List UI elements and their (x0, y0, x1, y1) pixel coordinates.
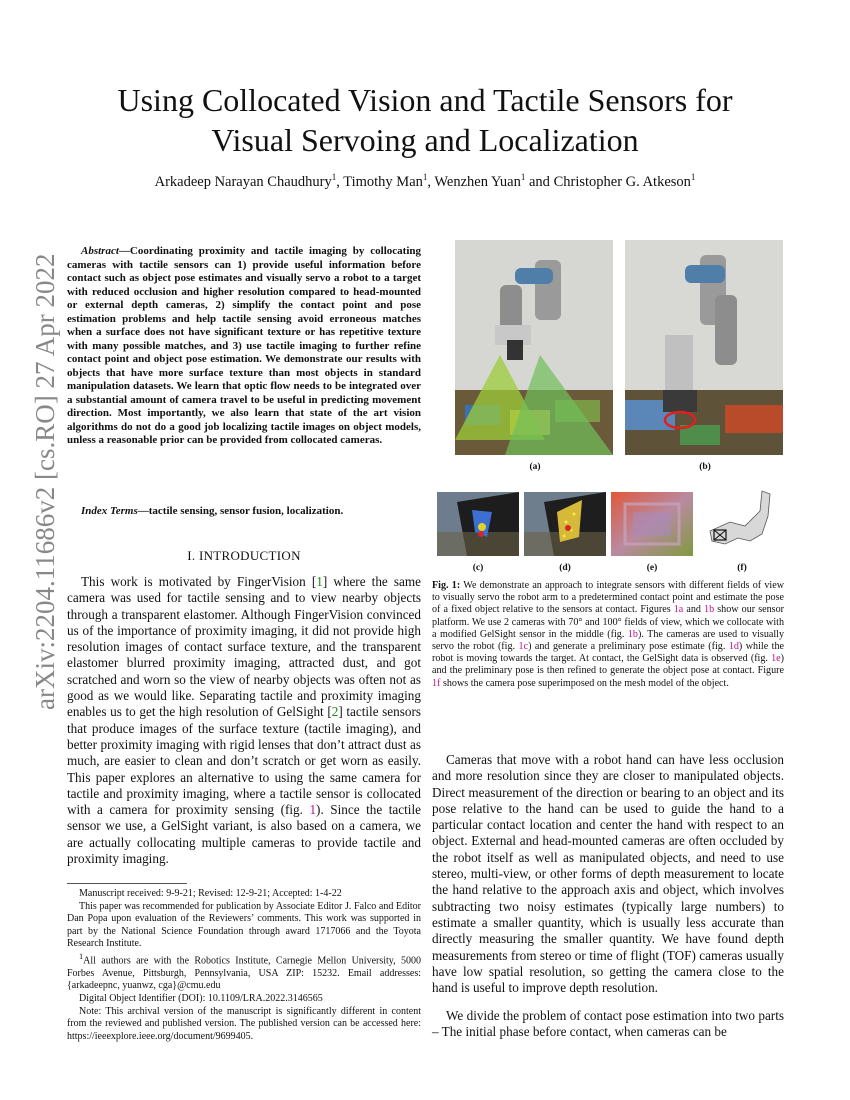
figure-link[interactable]: 1f (432, 677, 441, 689)
caption-text: and (683, 604, 705, 616)
author: Timothy Man (343, 173, 423, 190)
figure-link[interactable]: 1b (627, 628, 638, 640)
figure-1a-image (455, 240, 613, 455)
figure-link[interactable]: 1b (704, 604, 715, 616)
body-paragraph: We divide the problem of contact pose estimation into two parts – The initial phase before contact, when cameras can be (432, 1008, 784, 1040)
figure-label-f: (f) (737, 563, 747, 573)
figure-link[interactable]: 1a (673, 604, 684, 616)
figure-link[interactable]: 1e (771, 653, 781, 665)
figure-link[interactable]: 1c (518, 641, 529, 653)
affiliation-mark: 1 (690, 172, 696, 182)
index-terms-text: —tactile sensing, sensor fusion, localization. (137, 505, 344, 517)
figure-1d-image (524, 492, 606, 556)
author: Christopher G. Atkeson (553, 173, 691, 190)
footnote-affiliation-text: All authors are with the Robotics Institute, Carnegie Mellon University, 5000 Forbes Avenue, Pittsburgh, Pennsylvania, USA ZIP: 15232. Email addresses: {arkadeepnc, yuanwz, cga}@cmu.edu (67, 955, 421, 992)
section-heading: I. INTRODUCTION (187, 548, 301, 563)
author-separator: and (525, 173, 554, 190)
intro-text: ] tactile sensors that produce images of the surface texture (tactile imaging), and better proximity imaging with rigid lenses that don’t attract dust as much, are easier to clean and don’t scratch or get worn as easily. This paper explores an alternative to using the same camera for tactile and proximity imaging, where a tactile sensor is collocated with a camera for proximity sensing (fig. (67, 704, 421, 818)
figure-1c-image (437, 492, 519, 556)
intro-paragraph (67, 574, 421, 867)
abstract-label: Abstract (81, 245, 119, 257)
body-paragraph: Cameras that move with a robot hand can have less occlusion and more resolution since they are closer to manipulated objects. Direct measurement of the direction or bearing to an object and its pose relative to the hand can be used to guide the hand to a particular contact location and center the hand with respect to an object. External and head-mounted cameras are often occluded by the robot itself as well as manipulated objects, and need to use stereo, multi-view, or other forms of depth measurement to locate the hand relative to the approach axis and object, which involves subtracting two noisy estimates (typically large numbers) to estimate a smaller quantity, which is usually less accurate than directly measuring the smaller quantity. We have found depth measurements from stereo or time of flight (TOF) cameras usually have low spatial resolution, so getting the camera close to the hand is useful to improve depth resolution. (432, 752, 784, 996)
title-line-1: Using Collocated Vision and Tactile Sensors for (117, 82, 733, 118)
caption-text: ). The cameras are used to visually servo the robot (fig. (432, 628, 784, 653)
abstract (67, 245, 421, 448)
figure-label-c: (c) (472, 563, 484, 573)
figure-1f-image (700, 486, 784, 556)
figure-label-b: (b) (699, 462, 711, 472)
caption-label: Fig. 1: (432, 580, 461, 591)
arxiv-id: arXiv:2204.11686v2 [cs.RO] 27 Apr 2022 (30, 253, 60, 710)
caption-text: We demonstrate an approach to integrate sensors with different fields of view to visually servo the robot arm to a predetermined contact point and estimate the pose of a fixed object relative to the sensors at contact. Figures (432, 580, 784, 616)
author: Wenzhen Yuan (434, 173, 521, 190)
footnote-received: Manuscript received: 9-9-21; Revised: 12-9-21; Accepted: 1-4-22 (79, 888, 342, 899)
intro-text: ). Since the tactile sensor we use, a GelSight variant, is also based on a camera, we are actually collocating multiple cameras to provide tactile and proximity imaging. (67, 802, 421, 867)
caption-text: show our sensor platform. We use 2 cameras with 70° and 100° fields of view, which we collocate with a modified GelSight sensor in the middle (fig. (432, 604, 784, 640)
author-separator: , (427, 173, 435, 190)
citation-link[interactable]: 2 (331, 704, 339, 720)
caption-text: ) and generate a preliminary pose estimate (fig. (528, 641, 729, 653)
intro-text: ] where the same camera was used for tactile sensing and to view nearby objects through a transparent elastomer. Although FingerVision convinced us of the importance of proximity imaging, it did not provide high resolution images of contact surface texture, and the transparent elastomer blurred proximity imaging, attracted dust, and got scratched and worn so the view of nearby objects was often not as good as we would like. Separating tactile and proximity imaging enables us to get the high resolution of GelSight [ (67, 574, 421, 720)
citation-link[interactable]: 1 (316, 574, 323, 589)
figure-link[interactable]: 1 (309, 802, 317, 818)
abstract-text: —Coordinating proximity and tactile imaging by collocating cameras with tactile sensors can 1) provide useful information before contact such as object pose estimates and visually servo a robot to a target with reduced occlusion and higher resolution compared to head-mounted or external depth cameras, 2) simplify the contact point and pose estimation problems and help tactile sensing avoid erroneous matches when a surface does not have significant texture or has repetitive texture with many possible matches, and 3) use tactile imaging to further refine contact point and object pose estimation. We demonstrate our results with objects that have more surface texture than most objects in standard manipulation datasets. We learn that optic flow needs to be integrated over a substantial amount of camera travel to be useful in predicting movement direction. Most importantly, we also learn that state of the art vision algorithms do not do a good job localizing tactile images on object models, unless a reasonable prior can be provided from collocated cameras. (67, 245, 421, 446)
footnotes (67, 888, 421, 1043)
figure-label-e: (e) (646, 563, 658, 573)
footnote-editor: This paper was recommended for publication by Associate Editor J. Falco and Editor Dan Popa upon evaluation of the Reviewers’ comments. This work was supported in part by the National Science Foundation through award 1717066 and the Toyota Research Institute. (67, 900, 421, 950)
footnote-rule (67, 883, 187, 884)
author: Arkadeep Narayan Chaudhury (154, 173, 332, 190)
caption-text: shows the camera pose superimposed on the mesh model of the object. (440, 677, 729, 689)
index-terms-label: Index Terms (81, 505, 138, 517)
paper-title (60, 80, 790, 160)
affiliation-mark: 1 (331, 172, 337, 182)
figure-1e-image (611, 492, 693, 556)
author-separator: , (336, 173, 344, 190)
figure-label-a: (a) (529, 462, 541, 472)
index-terms (67, 505, 421, 519)
figure-link[interactable]: 1d (728, 641, 739, 653)
author-list (60, 172, 790, 191)
arxiv-stamp (10, 253, 60, 710)
footnote-doi: Digital Object Identifier (DOI): 10.1109/LRA.2022.3146565 (79, 993, 323, 1005)
figure-label-d: (d) (559, 563, 571, 573)
footnote-note: Note: This archival version of the manuscript is significantly different in content from the reviewed and published version. The published version can be accessed here: https://ieeexplore.ieee.org/document/9699405. (67, 1005, 421, 1042)
caption-text: ) and the preliminary pose is then refined to generate the object pose at contact. Figure (432, 653, 784, 677)
caption-text: ) while the robot is moving towards the target. At contact, the GelSight data is observed (fig. (432, 641, 784, 665)
footnote-affiliation (67, 951, 421, 993)
affiliation-mark: 1 (520, 172, 526, 182)
intro-text: This work is motivated by FingerVision [ (81, 574, 317, 589)
figure-1b-image (625, 240, 783, 455)
figure-caption (432, 580, 784, 690)
title-line-2: Visual Servoing and Localization (211, 122, 639, 158)
footnote-mark: 1 (79, 951, 84, 961)
affiliation-mark: 1 (422, 172, 428, 182)
